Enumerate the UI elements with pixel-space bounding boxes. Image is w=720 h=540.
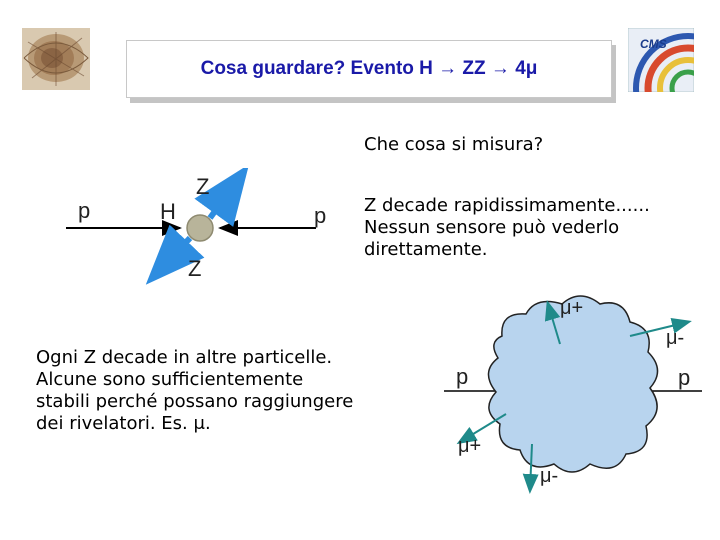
proton-label: p [78,198,91,223]
particles-text [36,347,353,435]
z-decay-line: direttamente. [364,239,488,260]
muon-event-diagram [440,284,710,498]
svg-text:CMS: CMS [640,37,667,51]
page-title: Cosa guardare? Evento H → ZZ → 4μ [200,58,538,79]
interaction-cloud [488,296,657,472]
z-label: Z [196,174,210,199]
question-text: Che cosa si misura? [364,134,544,155]
muon-label: μ- [540,465,559,487]
higgs-label: H [160,199,176,224]
event-display-logo [22,28,90,90]
muon-label: μ+ [458,435,482,457]
cms-logo [628,28,694,92]
z-label: Z [188,256,202,281]
proton-label: p [314,203,327,228]
z-bottom-arrow [154,238,190,276]
particles-line: Ogni Z decade in altre particelle. [36,347,333,368]
z-decay-line: Z decade rapidissimamente...... [364,195,650,216]
particles-line: stabili perché possano raggiungere [36,391,354,412]
muon-label: μ- [666,327,685,349]
z-decay-text [364,195,650,261]
particles-line: dei rivelatori. Es. μ. [36,413,211,434]
particles-line: Alcune sono sufficientemente [36,369,304,390]
z-decay-line: Nessun sensore può vederlo [364,217,620,238]
title-box [126,40,612,98]
proton-label: p [456,364,469,389]
muon-label: μ+ [560,297,584,319]
higgs-circle [187,215,213,241]
higgs-production-diagram [60,168,350,288]
z-top-arrow [210,174,242,218]
proton-label: p [678,365,691,390]
